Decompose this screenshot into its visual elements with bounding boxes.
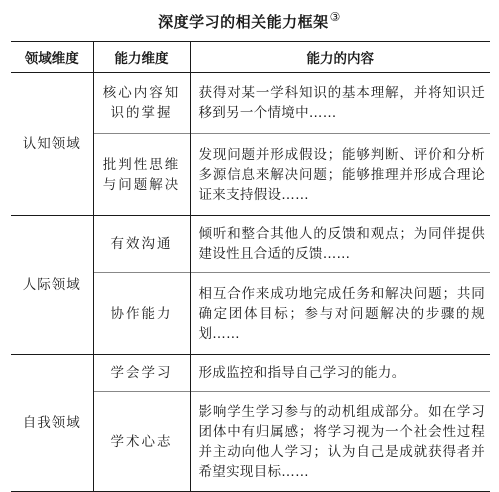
content-cell: 发现问题并形成假设；能够判断、评价和分析多源信息来解决问题；能够推理并形成合理论证来支持假设…… xyxy=(190,134,490,216)
table-title xyxy=(0,6,499,33)
table-header-row xyxy=(11,42,490,73)
content-cell: 影响学生学习参与的动机组成部分。如在学习团体中有归属感；将学习视为一个社会性过程并主动向他人学习；认为自己是成就获得者并希望实现目标…… xyxy=(190,392,490,492)
header-content: 能力的内容 xyxy=(190,42,490,73)
table-row xyxy=(11,355,490,392)
content-cell: 倾听和整合其他人的反馈和观点；为同伴提供建设性且合适的反馈…… xyxy=(190,216,490,273)
table-title-text: 深度学习的相关能力框架 xyxy=(158,13,329,31)
table-row xyxy=(11,73,490,134)
domain-intrapersonal: 自我领域 xyxy=(11,355,93,492)
competency-framework-table xyxy=(11,41,490,492)
ability-cell: 协作能力 xyxy=(93,273,190,355)
ability-cell: 学会学习 xyxy=(93,355,190,392)
ability-cell: 有效沟通 xyxy=(93,216,190,273)
ability-cell: 核心内容知识的掌握 xyxy=(93,73,190,134)
domain-interpersonal: 人际领域 xyxy=(11,216,93,355)
content-cell: 获得对某一学科知识的基本理解，并将知识迁移到另一个情境中…… xyxy=(190,73,490,134)
content-cell: 相互合作来成功地完成任务和解决问题；共同确定团体目标；参与对问题解决的步骤的规划…… xyxy=(190,273,490,355)
ability-cell: 学术心志 xyxy=(93,392,190,492)
footnote-marker: ③ xyxy=(329,10,341,24)
header-domain: 领域维度 xyxy=(11,42,93,73)
content-cell: 形成监控和指导自己学习的能力。 xyxy=(190,355,490,392)
table-row xyxy=(11,216,490,273)
header-ability: 能力维度 xyxy=(93,42,190,73)
ability-cell: 批判性思维与问题解决 xyxy=(93,134,190,216)
domain-cognitive: 认知领域 xyxy=(11,73,93,216)
